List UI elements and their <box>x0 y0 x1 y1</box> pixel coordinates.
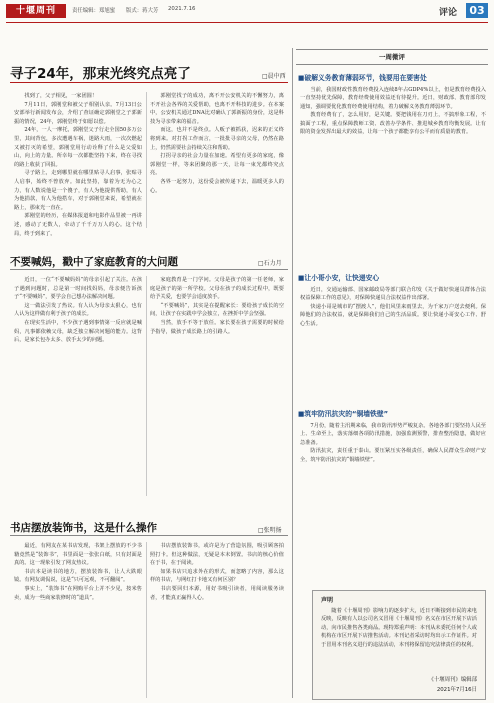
sidebar-header: 一周微评 <box>379 53 405 61</box>
sidebar-paragraph: 当前，我国财政性教育经费投入连续8年占GDP4%以上，但是教育经费投入一直坚持优先保障，教育经费使用效益还有待提升。近日，财政部、教育部印发通知，强调要优化教育经费使用结构，着力破解义务教育薄弱环节。 <box>300 87 486 110</box>
statement-body: 随着《十堰周刊》影响力的逐步扩大，近日不断接到市民的来电反映，反映有人以公司名义冒用《十堰周刊》名义在市区开展下店活动，向市民推售各类商品。现特郑重声明：本刊从未委托任何个人或机构在市区开展下店推售活动。本刊记者采访时均出示工作证件。对于冒用本刊名义进行的违法活动，本刊将保留追究法律责任的权利。 <box>321 608 477 648</box>
sidebar-top-rule <box>296 49 488 50</box>
article1-paragraph: 7月11日，郭刚堂和被父子相别认亲。7月13日公安部举行新闻发布会，介绍了查证确定郭刚堂之子郭新振的情况，24年，郭刚堂终于如愿以偿。 <box>14 101 142 125</box>
article3-column-2 <box>150 542 284 698</box>
article3-byline: □张明扬 <box>258 527 282 534</box>
sidebar-item-title: ■筑牢防汛抗灾的“铜墙铁壁” <box>298 410 389 418</box>
article1-paragraph: 郭刚堂找子的成功，离不开公安机关的不懈努力，离不开社会各界的关爱帮助，也离不开科技的进步。在本案中，公安机关通过DNA比对确认了郭新振的身份，这是科技为寻亲带来的福音。 <box>150 93 284 125</box>
article3-paragraph: 书店本是读书的地方，摆放装饰书，让人大跌眼镜。有网友调侃说，这是“只可远观，不可翻阅”。 <box>14 568 142 584</box>
sidebar-item-title-text: 破解义务教育薄弱环节，钱要用在要害处 <box>304 74 427 82</box>
article2-paragraph: 这一做法引发了热议。有人认为母亲太狠心，也有人认为这样做有利于孩子的成长。 <box>14 302 142 318</box>
statement-date: 2021年7月16日 <box>436 687 477 693</box>
article1-paragraph: 打拐寻亲的社会力量在加速。希望有更多的家庭，像郭刚堂一样，等来团聚的那一天，让每一束光都终究点亮。 <box>150 153 284 177</box>
article3-paragraph: 事实上，“装饰书”在网购平台上并不少见，按米售卖，成为一些商家装修时的“道具”。 <box>14 585 142 601</box>
article3-title: 书店摆放装饰书，这是什么操作 <box>10 522 157 534</box>
section-name: 评论 <box>439 8 458 18</box>
article1-paragraph: 寻子路上，走到哪里就在哪里贴寻人启事，张贴寻人启事，始终不曾放弃。如此坚持，靠着为无为心之力，有人数说他是一个傻子，有人为他提供帮助，有人为他捐款，有人为他搭车，对于郭刚堂来说，希望就在路上，那束光一直在。 <box>14 170 142 211</box>
article2-paragraph: “不要喊妈”，其实是在提醒家长：要给孩子成长的空间，让孩子在实践中学会独立，在挫折中学会坚强。 <box>150 302 284 318</box>
article1-paragraph: 郭刚堂的经历，在媒体报道和电影作品里被一再讲述，感动了无数人，牵动了千千万万人的心。这个结局，终于到来了。 <box>14 213 142 237</box>
article1-paragraph: 各界一起努力，这份爱会被传递下去，温暖更多人的心。 <box>150 178 284 194</box>
article2-column-2 <box>150 276 284 496</box>
editor-credit: 责任编辑：郑旭蜜 <box>72 8 116 14</box>
column-divider <box>146 92 147 228</box>
sidebar-item-title: ■破解义务教育薄弱环节，钱要用在要害处 <box>298 74 427 82</box>
article3-paragraph: 书店要回归本源，用好书吸引读者，用阅读服务读者，才能真正赢得人心。 <box>150 585 284 601</box>
article1-paragraph: 而这，也并不是终点。人贩子被抓获，迟来的正义终将到来。对打拐工作而言，一批批寻亲的父母，仍然在路上，仍然需要社会持续关注和帮助。 <box>150 127 284 151</box>
statement-box <box>312 590 486 700</box>
article2-column-1 <box>14 276 142 496</box>
article1-title: 寻子24年，那束光终究点亮了 <box>10 66 191 82</box>
sidebar-header-rule <box>296 64 488 65</box>
design-credit: 版式：蒋大芳 <box>126 8 159 14</box>
sidebar-paragraph: 近日，交通运输部、国家邮政局等部门联合印发《关于做好快递员群体合法权益保障工作的意见》，对保障快递员合法权益作出部署。 <box>300 287 486 302</box>
masthead-logo: 十堰周刊 <box>6 4 66 18</box>
article2-paragraph: 当然，放手不等于放任。家长要在孩子需要的时候给予指导，做孩子成长路上的引路人。 <box>150 319 284 335</box>
page-number: 03 <box>466 3 488 18</box>
article2-title-rule <box>10 269 288 270</box>
article1-paragraph: 24年，一人一摩托，郭刚堂父子行走全国50多万公里，其间背包，多次遭遇车祸，迷路大雨，一次次燃起又被打灭的希望，郭刚堂用行动诠释了什么是父爱如山，向上的力量。所幸每一次都能坚持下来，终在寻找的路上收获了回报。 <box>14 127 142 168</box>
article1-column-1 <box>14 92 142 237</box>
sidebar-paragraph: 教育经费有了，怎么用好，是关键。要把钱用在刀刃上，不搞形象工程，不搞面子工程，重点保障教师工资、改善办学条件、推进城乡教育均衡发展。让有限的资金发挥出最大的效益，让每一个孩子都能享有公平而有质量的教育。 <box>300 112 486 136</box>
statement-body-container <box>321 607 477 673</box>
sidebar-paragraph: 7月份，随着主汛期来临，我市防汛形势严峻复杂。各地各部门要坚持人民至上、生命至上，落实落细各项防汛措施，加强监测预警，排查整治隐患，做好应急准备。 <box>300 423 486 446</box>
sidebar-item-title: ■让小哥小安，让快递安心 <box>298 274 380 282</box>
sidebar-paragraph: 快递小哥是城市的“摆渡人”，他们风里来雨里去，为千家万户送去便利。保障他们的合法权益，就是保障我们自己的生活品质。要让快递小哥安心工作、舒心生活。 <box>300 303 486 327</box>
article2-paragraph: 家庭教育是一门学问。父母是孩子的第一任老师，家庭是孩子的第一所学校。父母在孩子的成长过程中，既要给予关爱，也要学会适度放手。 <box>150 277 284 301</box>
issue-date: 2021.7.16 <box>168 6 196 12</box>
article2-byline: □石力月 <box>258 260 282 267</box>
article3-paragraph: 书店摆放装饰书，或许是为了营造氛围，吸引顾客拍照打卡。但这种做法，无疑是本末倒置。书店的核心价值在于书，在于阅读。 <box>150 543 284 567</box>
sidebar-item-title-text: 让小哥小安，让快递安心 <box>304 274 380 282</box>
article3-paragraph: 如果书店只追求外在的形式，而忽略了内容，那么这样的书店，与网红打卡地又有何区别？ <box>150 568 284 584</box>
sidebar-paragraph: 防汛抗灾，责任重于泰山。要压紧压实各级责任，确保人民群众生命财产安全，筑牢防汛抗灾的“铜墙铁壁”。 <box>300 448 486 463</box>
column-divider <box>146 542 147 698</box>
article3-paragraph: 最近，有网友在某书店发现，书架上摆放的不少书籍竟然是“装饰书”，书里面是一张张白纸，只有封面是真的。这一现象引发了网友热议。 <box>14 543 142 567</box>
article3-title-rule <box>10 535 288 536</box>
sidebar-item-body <box>300 286 486 400</box>
article1-byline: □晨中西 <box>262 73 286 80</box>
article2-paragraph: 在现实生活中，不少孩子遇到事情第一反应就是喊妈，凡事都依赖父母，缺乏独立解决问题的能力。这背后，是家长包办太多、放手太少的问题。 <box>14 319 142 344</box>
sidebar-divider <box>292 48 293 698</box>
article3-column-1 <box>14 542 142 698</box>
sidebar-item-body <box>300 422 486 582</box>
column-divider <box>146 276 147 496</box>
article2-title: 不要喊妈，戳中了家庭教育的大问题 <box>10 256 178 268</box>
statement-signature: 《十堰周刊》编辑部 <box>428 677 477 683</box>
sidebar-item-body <box>300 86 486 264</box>
page-header <box>0 0 494 22</box>
article1-column-2 <box>150 92 284 228</box>
article2-paragraph: 近日，一位“不要喊妈妈”的母亲引起了关注。在孩子遇到问题时，总是第一时间找妈妈，母亲便告诉孩子“不要喊妈”，要学会自己想办法解决问题。 <box>14 277 142 301</box>
header-divider <box>6 22 488 23</box>
article1-paragraph: 找到了，父子相见，一家团圆！ <box>24 93 98 99</box>
article1-title-rule <box>10 82 288 83</box>
sidebar-item-title-text: 筑牢防汛抗灾的“铜墙铁壁” <box>304 410 389 418</box>
statement-title: 声明 <box>321 597 334 604</box>
